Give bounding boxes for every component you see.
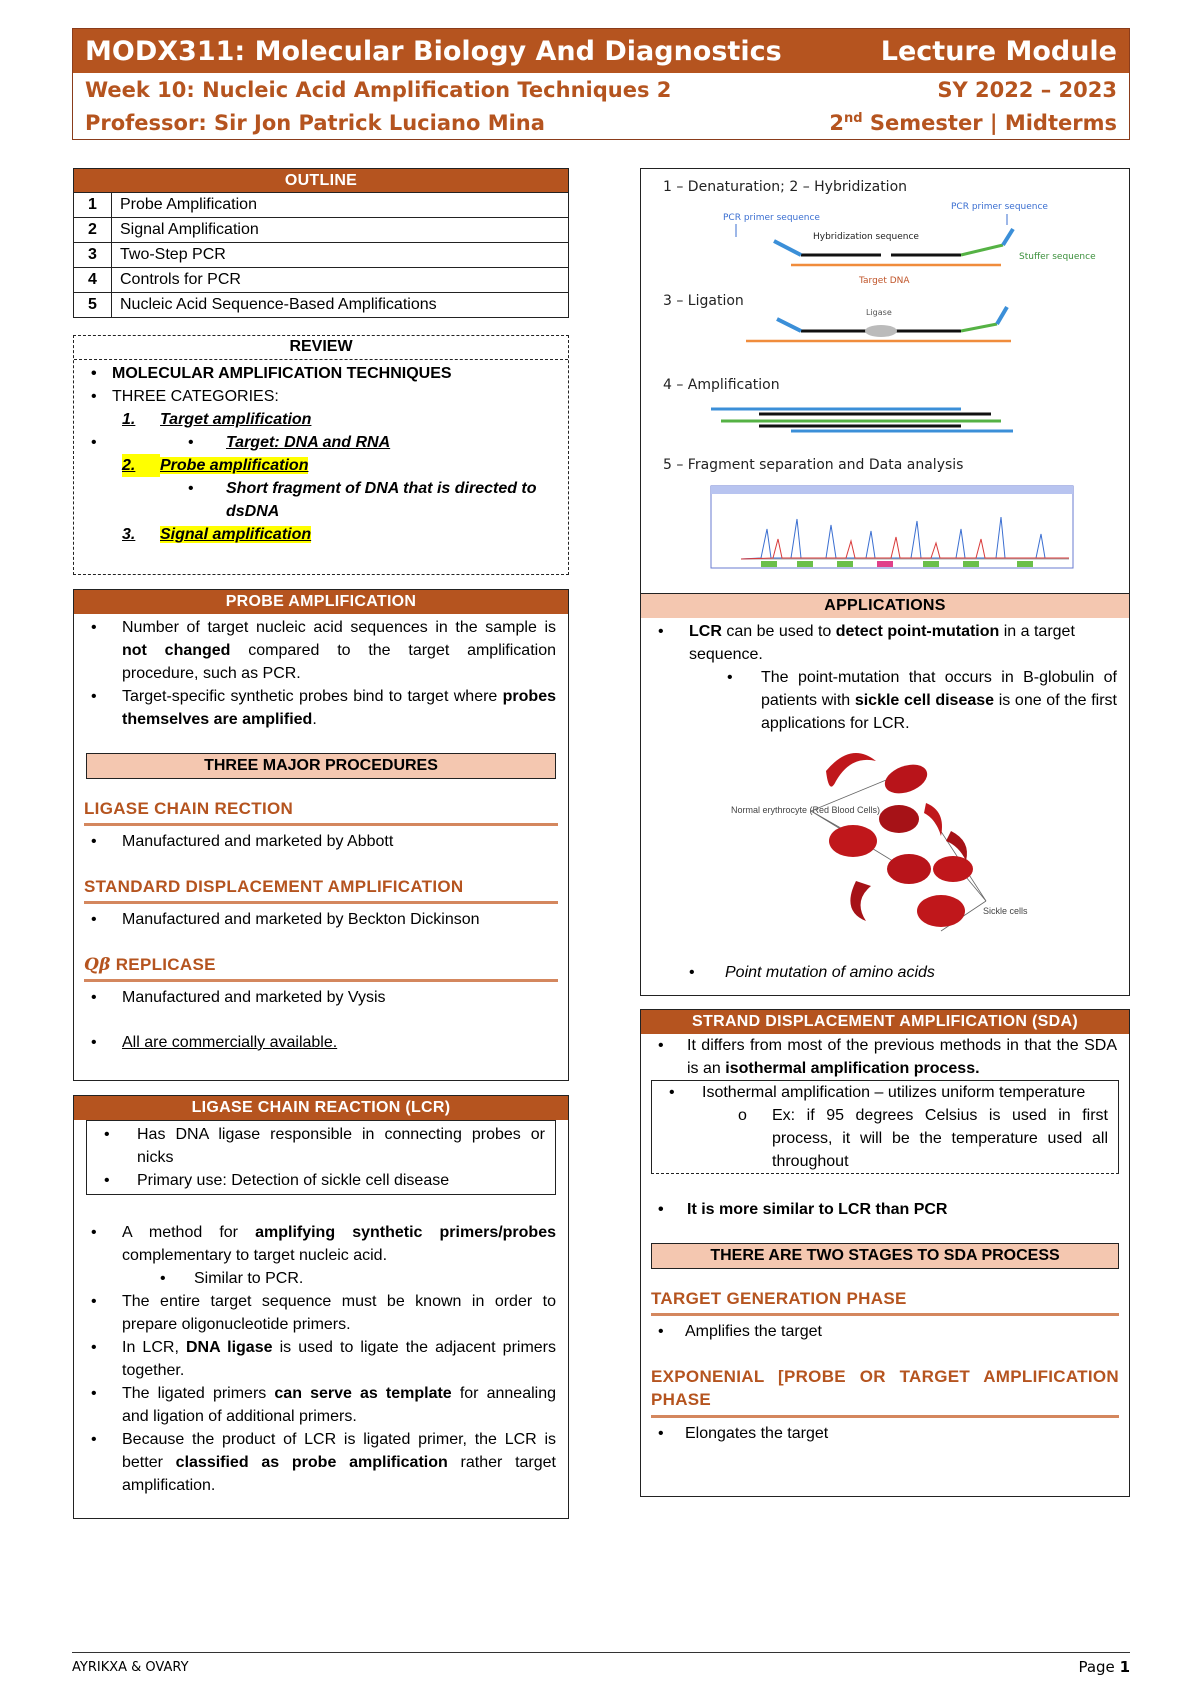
lcr-sub-bullet: • Similar to PCR. [160,1270,304,1287]
ligase-enzyme [865,325,897,337]
isothermal-example: o Ex: if 95 degrees Celsius is used in first process, it will be the temperature used all throughout [738,1107,1108,1170]
primer-left-label: PCR primer sequence [723,213,820,223]
header-bar [73,29,1129,73]
three-major-procedures: THREE MAJOR PROCEDURES [86,753,556,779]
sickle-cell [924,803,942,836]
header-row-week [73,73,1129,106]
lcr-summary-box [86,1120,556,1195]
lcr-bullet: • Because the product of LCR is ligated primer, the LCR is better classified as probe amplification rather target amplification. [74,1428,568,1497]
outline-table [73,192,569,318]
applications-box [640,594,1130,996]
red-blood-cell [917,895,965,927]
ligase-label: Ligase [866,308,892,317]
sda-bullet: • It differs from most of the previous methods in that the SDA is an isothermal amplification process. [641,1034,1129,1080]
probe-header: PROBE AMPLIFICATION [74,590,568,614]
ligation-primer-left [777,319,801,331]
outline-box [73,168,569,318]
outline-row: 2 Signal Amplification [74,218,569,243]
red-blood-cell [829,825,877,857]
sda-box [640,1009,1130,1497]
ligation-stuffer [961,324,997,331]
sda-header: STRAND DISPLACEMENT AMPLIFICATION (SDA) [641,1010,1129,1034]
peak-marker [761,561,777,567]
course-title: MODX311: Molecular Biology And Diagnostics [85,35,782,67]
sickle-cells-label: Sickle cells [983,906,1028,916]
primer-blue-left [774,241,801,255]
review-header: REVIEW [74,336,568,360]
peak-marker [1017,561,1033,567]
target-generation-subheading: TARGET GENERATION PHASE [651,1289,1119,1316]
review-sub: • Short fragment of DNA that is directed to dsDNA [188,480,537,520]
review-box [73,335,569,575]
step5-label: 5 – Fragment separation and Data analysis [663,457,964,473]
lcr-header: LIGASE CHAIN REACTION (LCR) [74,1096,568,1120]
qb-subheading: Qβ REPLICASE [84,955,558,982]
professor-name: Professor: Sir Jon Patrick Luciano Mina [85,110,545,135]
footer-authors: AYRIKXA & OVARY [72,1660,189,1675]
semester: 2nd Semester | Midterms [829,110,1117,135]
document-header [72,28,1130,140]
sda-subheading: STANDARD DISPLACEMENT AMPLIFICATION [84,877,558,904]
target-generation-text: • Amplifies the target [641,1320,1129,1343]
review-category: 3. Signal amplification [122,526,312,543]
normal-erythrocyte-label: Normal erythrocyte (Red Blood Cells) [731,805,881,815]
school-year: SY 2022 – 2023 [937,77,1117,102]
isothermal-item: • Isothermal amplification – utilizes uniform temperature [652,1081,1118,1104]
lcr-box [73,1095,569,1519]
red-blood-cell [881,759,931,798]
lcr-manufacturer: • Manufactured and marketed by Abbott [74,830,568,853]
ligation-primer-right [997,307,1007,324]
outline-row: 1 Probe Amplification [74,193,569,218]
peak-marker [923,561,939,567]
module-type: Lecture Module [880,35,1117,67]
primer-blue-right [1003,229,1013,245]
sda-manufacturer: • Manufactured and marketed by Beckton Dickinson [74,908,568,931]
review-sub: • • Target: DNA and RNA [74,431,568,454]
probe-amplification-box [73,589,569,1081]
header-row-professor [73,106,1129,139]
peak-marker [797,561,813,567]
week-title: Week 10: Nucleic Acid Amplification Techniques 2 [85,77,672,102]
lcr-bullet: • In LCR, DNA ligase is used to ligate the adjacent primers together. [74,1336,568,1382]
red-blood-cell [933,856,973,882]
lcr-bullet: • The ligated primers can serve as template for annealing and ligation of additional primers. [74,1382,568,1428]
exponential-text: • Elongates the target [641,1422,1129,1445]
lcr-steps-diagram [641,169,1128,593]
step1-label: 1 – Denaturation; 2 – Hybridization [663,179,908,195]
footer-page: Page 1 [1078,1658,1130,1676]
sickle-cell-illustration [641,741,1129,961]
sickle-cell [850,881,871,921]
electropherogram-titlebar [711,486,1073,494]
lcr-bullet: • The entire target sequence must be known in order to prepare oligonucleotide primers. [74,1290,568,1336]
primer-right-label: PCR primer sequence [951,202,1048,212]
sickle-cell [826,753,876,787]
hybridization-label: Hybridization sequence [813,232,919,242]
step3-label: 3 – Ligation [663,293,744,309]
review-bullet: • THREE CATEGORIES: [74,385,568,408]
peak-marker [963,561,979,567]
red-blood-cell [879,805,919,833]
outline-row: 3 Two-Step PCR [74,243,569,268]
lcr-subheading: LIGASE CHAIN RECTION [84,799,558,826]
stuffer-green [961,245,1003,255]
applications-sub-bullet: • The point-mutation that occurs in B-globulin of patients with sickle cell disease is one of the first applications for LCR. [727,669,1117,732]
stuffer-label: Stuffer sequence [1019,252,1096,262]
review-category: 1. Target amplification [122,411,312,428]
sda-bullet: • It is more similar to LCR than PCR [641,1198,1129,1221]
outline-row: 4 Controls for PCR [74,268,569,293]
probe-bullet: • Number of target nucleic acid sequences in the sample is not changed compared to the target amplification procedure, such as PCR. [74,616,568,685]
applications-bullet: • LCR can be used to detect point-mutation in a target sequence. [641,620,1129,666]
illustration-caption: • Point mutation of amino acids [689,964,935,981]
red-blood-cell [887,854,931,884]
footer-rule [72,1652,1130,1653]
qb-manufacturer: • Manufactured and marketed by Vysis [74,986,568,1009]
review-bullet: • MOLECULAR AMPLIFICATION TECHNIQUES [74,362,568,385]
peak-marker [837,561,853,567]
two-stages-heading: THERE ARE TWO STAGES TO SDA PROCESS [651,1243,1119,1269]
review-category: 2. Probe amplification [74,454,568,477]
probe-bullet: • Target-specific synthetic probes bind to target where probes themselves are amplified. [74,685,568,731]
isothermal-box [651,1080,1119,1174]
lcr-summary-item: • Has DNA ligase responsible in connecting probes or nicks [87,1123,555,1169]
lcr-bullet: • A method for amplifying synthetic primers/probes complementary to target nucleic acid. [74,1221,568,1267]
exponential-subheading: EXPONENIAL [PROBE OR TARGET AMPLIFICATION PHASE [651,1365,1119,1418]
target-dna-label: Target DNA [859,276,910,286]
step4-label: 4 – Amplification [663,377,780,393]
lcr-summary-item: • Primary use: Detection of sickle cell disease [87,1169,555,1192]
outline-row: 5 Nucleic Acid Sequence-Based Amplifications [74,293,569,318]
peak-marker [877,561,893,567]
lcr-process-figure [640,168,1130,594]
commercial-note: • All are commercially available. [74,1031,568,1054]
outline-header: OUTLINE [73,168,569,192]
applications-header: APPLICATIONS [641,594,1129,618]
